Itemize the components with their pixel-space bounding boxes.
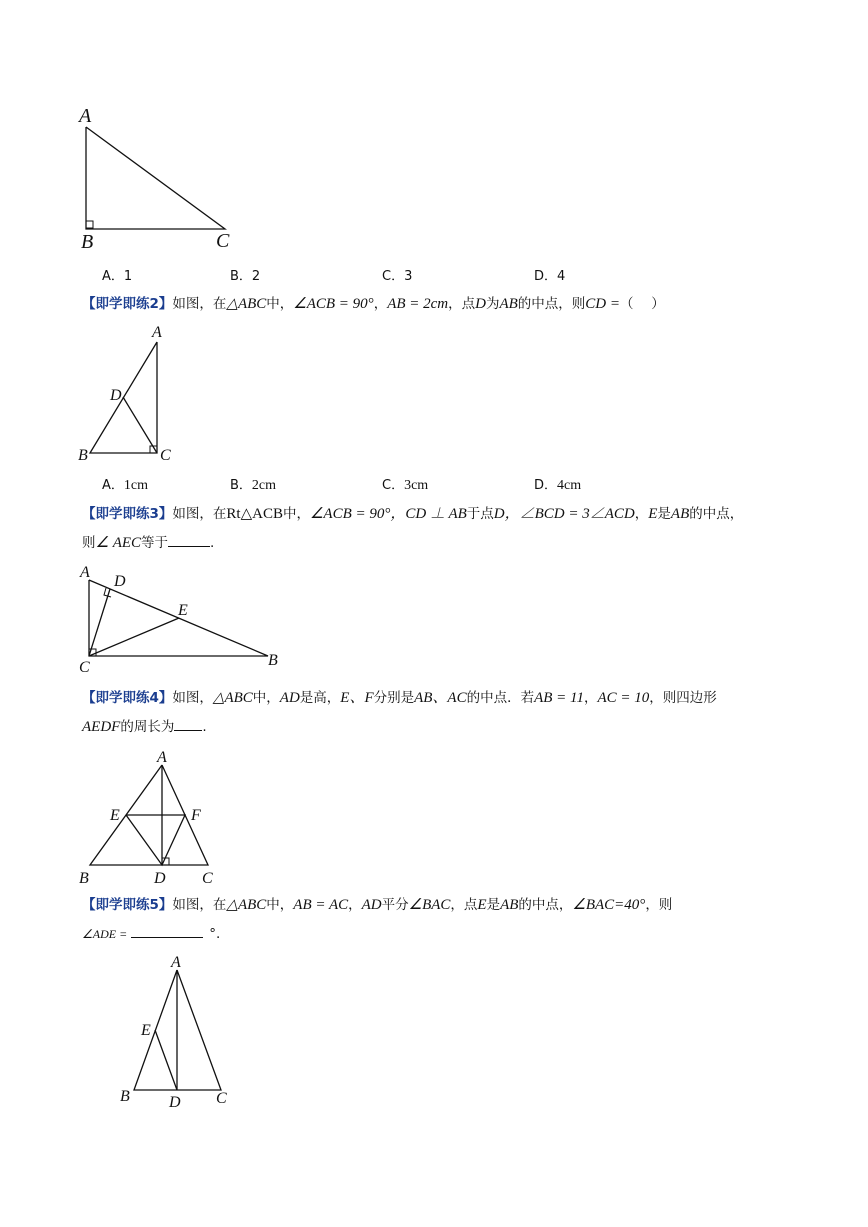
text: . — [202, 719, 207, 735]
math: D — [475, 296, 486, 312]
math: E、F — [340, 690, 374, 706]
question-tag: 【即学即练3】 — [82, 506, 173, 522]
text: 为 — [485, 296, 500, 312]
text: 的中点．若 — [466, 690, 535, 706]
math: AB — [500, 897, 519, 913]
segment-cd — [123, 397, 157, 453]
math: AB = 2cm — [387, 296, 449, 312]
option-d[interactable] — [534, 474, 581, 494]
question-3 — [82, 500, 797, 558]
math: AB = 11 — [534, 690, 584, 706]
text: 平分 — [381, 897, 409, 913]
math: AD — [361, 897, 382, 913]
text: ，点 — [448, 296, 476, 312]
math: ∠ACB = 90° — [293, 296, 374, 312]
label-b: B — [268, 652, 278, 669]
math: E — [648, 506, 658, 522]
option-value: 3cm — [404, 478, 429, 493]
segment-cd — [89, 589, 110, 656]
text: . — [210, 535, 215, 551]
label-a: A — [152, 324, 162, 341]
text: 的中点，则 — [517, 296, 586, 312]
figure-2-triangle — [70, 320, 190, 465]
text: 是 — [657, 506, 671, 522]
math: △ABC — [226, 296, 267, 312]
label-f: F — [191, 807, 201, 824]
text: ，点 — [450, 897, 478, 913]
label-c: C — [216, 230, 230, 252]
math: CD = — [585, 296, 621, 312]
figure-4-triangle — [70, 745, 230, 890]
label-e: E — [178, 602, 188, 619]
label-b: B — [79, 870, 89, 887]
math: △ABC — [212, 690, 253, 706]
text: 是高， — [299, 690, 341, 706]
text: ， — [348, 897, 362, 913]
text: 分别是 — [373, 690, 415, 706]
figure-3-triangle — [70, 560, 290, 675]
label-c: C — [216, 1090, 227, 1107]
label-b: B — [120, 1088, 130, 1105]
math: AB — [499, 296, 518, 312]
text: 如图， — [172, 690, 213, 706]
text: ° — [209, 926, 216, 942]
math: ∠BAC=40° — [572, 897, 646, 913]
text: 于点 — [466, 506, 494, 522]
option-d[interactable]: D．4 — [534, 269, 566, 284]
question-tag: 【即学即练5】 — [82, 897, 173, 913]
text: 中， — [282, 506, 310, 522]
segment-de — [155, 1030, 177, 1090]
label-b: B — [81, 231, 94, 253]
math: ∠BAC — [408, 897, 451, 913]
text: 中， — [266, 897, 294, 913]
label-c: C — [160, 447, 171, 464]
option-letter: C． — [382, 478, 405, 493]
label-a: A — [157, 749, 167, 766]
option-a[interactable] — [102, 474, 148, 494]
question-tag: 【即学即练4】 — [82, 690, 173, 706]
math: ∠ADE = — [82, 927, 128, 941]
text: 则 — [82, 535, 96, 551]
math: AEDF — [82, 719, 121, 735]
label-b: B — [78, 447, 88, 464]
text: 如图，在 — [172, 296, 227, 312]
math: E — [477, 897, 487, 913]
text: 如图，在 — [172, 506, 227, 522]
option-c[interactable] — [382, 474, 428, 494]
figure-1-right-triangle — [70, 100, 250, 255]
answer-blank[interactable] — [174, 716, 202, 731]
text: ， — [373, 296, 388, 312]
segment-ce — [89, 618, 179, 656]
text: 如图，在 — [172, 897, 227, 913]
math: AD — [279, 690, 300, 706]
math: ∠ACB = 90°， — [309, 506, 406, 522]
math: Rt△ACB — [226, 506, 283, 522]
option-value: 2cm — [251, 478, 277, 493]
label-a: A — [171, 954, 181, 971]
text: ， — [583, 690, 598, 706]
text: 等于 — [141, 535, 169, 551]
math: CD ⊥ AB — [405, 506, 467, 522]
label-c: C — [202, 870, 213, 887]
label-d: D — [114, 573, 126, 590]
answer-blank[interactable] — [131, 923, 203, 938]
option-letter: B． — [230, 478, 252, 493]
option-letter: D． — [534, 478, 558, 493]
answer-blank[interactable] — [168, 532, 210, 547]
math: AB、AC — [414, 690, 467, 706]
math: ∠BCD = 3∠ACD — [519, 506, 635, 522]
text: 是 — [486, 897, 501, 913]
math: AB = AC — [293, 897, 349, 913]
question-4 — [82, 684, 797, 742]
text: . — [215, 926, 221, 942]
text: 的中点， — [518, 897, 573, 913]
text: 的周长为 — [120, 719, 175, 735]
right-angle-mark — [86, 221, 93, 228]
text: 的中点， — [689, 506, 744, 522]
text: ，则四边形 — [649, 690, 717, 706]
question-tag: 【即学即练2】 — [82, 296, 173, 312]
text: 中， — [266, 296, 294, 312]
label-e: E — [110, 807, 120, 824]
option-c[interactable]: C．3 — [382, 269, 413, 284]
label-a: A — [79, 105, 92, 127]
math: ∠ AEC — [95, 535, 142, 551]
question-2 — [82, 290, 797, 319]
label-d: D — [110, 387, 122, 404]
math: D， — [493, 506, 520, 522]
answer-paren[interactable]: （ ） — [620, 296, 665, 312]
option-value: 1cm — [123, 478, 149, 493]
option-value: 4cm — [557, 478, 582, 493]
text: ，则 — [645, 897, 673, 913]
text: 中， — [252, 690, 280, 706]
option-b[interactable] — [230, 474, 276, 494]
option-b[interactable]: B．2 — [230, 269, 261, 284]
label-c: C — [79, 659, 90, 675]
label-a: A — [80, 564, 90, 581]
option-a[interactable]: A．1 — [102, 269, 133, 284]
math: AB — [670, 506, 690, 522]
question-5 — [82, 891, 797, 949]
text: ， — [634, 506, 649, 522]
math: △ABC — [226, 897, 267, 913]
triangle-abc-outline — [86, 127, 225, 229]
figure-5-isosceles-triangle — [110, 950, 240, 1115]
option-letter: A． — [102, 478, 124, 493]
label-d: D — [169, 1094, 181, 1111]
quad-edf — [126, 815, 185, 865]
label-e: E — [141, 1022, 151, 1039]
math: AC = 10 — [597, 690, 650, 706]
label-d: D — [154, 870, 166, 887]
